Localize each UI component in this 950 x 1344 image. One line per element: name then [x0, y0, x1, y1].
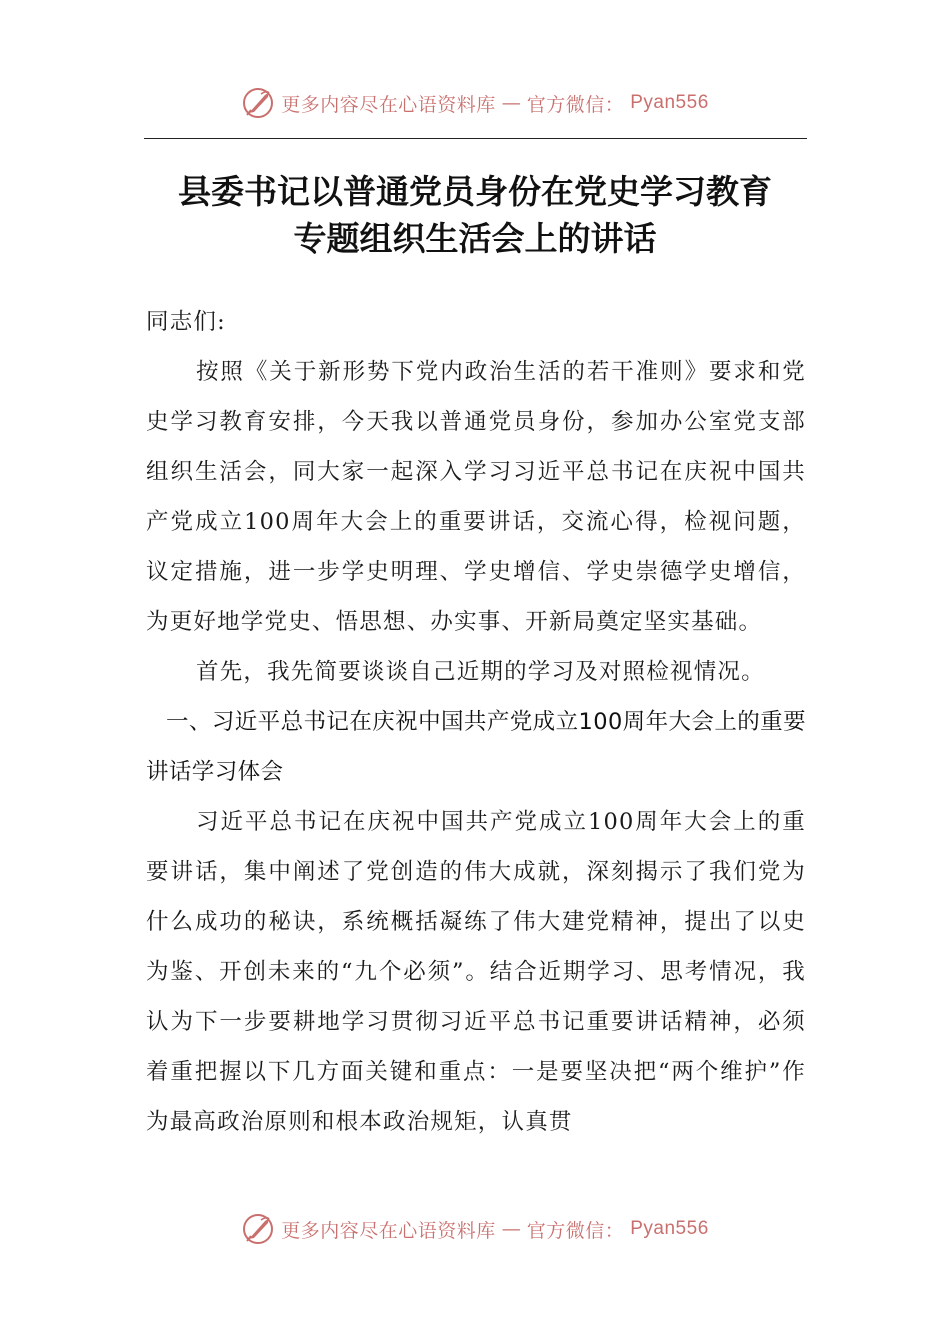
watermark-separator: — [501, 92, 521, 114]
paragraph-intro: 按照《关于新形势下党内政治生活的若干准则》要求和党史学习教育安排，今天我以普通党员身份，参加办公室党支部组织生活会，同大家一起深入学习习近平总书记在庆祝中国共产党成立100周年大会上的重要讲话，交流心得，检视问题，议定措施，进一步学史明理、学史增信、学史崇德学史增信，为更好地学党史、悟思想、办实事、开新局奠定坚实基础。 [146, 359, 806, 635]
document-title [120, 168, 830, 262]
watermark-contact-id: Pyan556 [630, 1218, 709, 1239]
footer-watermark [0, 1212, 950, 1246]
salutation: 同志们: [146, 309, 226, 335]
document-body [146, 297, 806, 1147]
watermark-brand-text: 更多内容尽在心语资料库 [281, 93, 496, 116]
section-heading: 一、习近平总书记在庆祝中国共产党成立100周年大会上的重要讲话学习体会 [146, 709, 806, 785]
paragraph-overview: 首先，我先简要谈谈自己近期的学习及对照检视情况。 [196, 659, 765, 685]
section-paragraph: 习近平总书记在庆祝中国共产党成立100周年大会上的重要讲话，集中阐述了党创造的伟大成就，深刻揭示了我们党为什么成功的秘诀，系统概括凝练了伟大建党精神，提出了以史为鉴、开创未来的“九个必须”。结合近期学习、思考情况，我认为下一步要耕地学习贯彻习近平总书记重要讲话精神，必须着重把握以下几方面关键和重点：一是要坚决把“两个维护”作为最高政治原则和根本政治规矩，认真贯 [146, 809, 806, 1135]
title-line-1: 县委书记以普通党员身份在党史学习教育 [178, 172, 772, 211]
watermark-contact-id: Pyan556 [630, 92, 709, 113]
watermark-separator: — [501, 1218, 521, 1240]
watermark-contact-label: 官方微信： [526, 93, 625, 116]
header-watermark [0, 86, 950, 120]
watermark-brand-text: 更多内容尽在心语资料库 [281, 1219, 496, 1242]
quill-pen-icon [241, 1212, 275, 1246]
title-line-2: 专题组织生活会上的讲话 [293, 219, 657, 258]
header-divider [144, 138, 807, 139]
watermark-contact-label: 官方微信： [526, 1219, 625, 1242]
quill-pen-icon [241, 86, 275, 120]
